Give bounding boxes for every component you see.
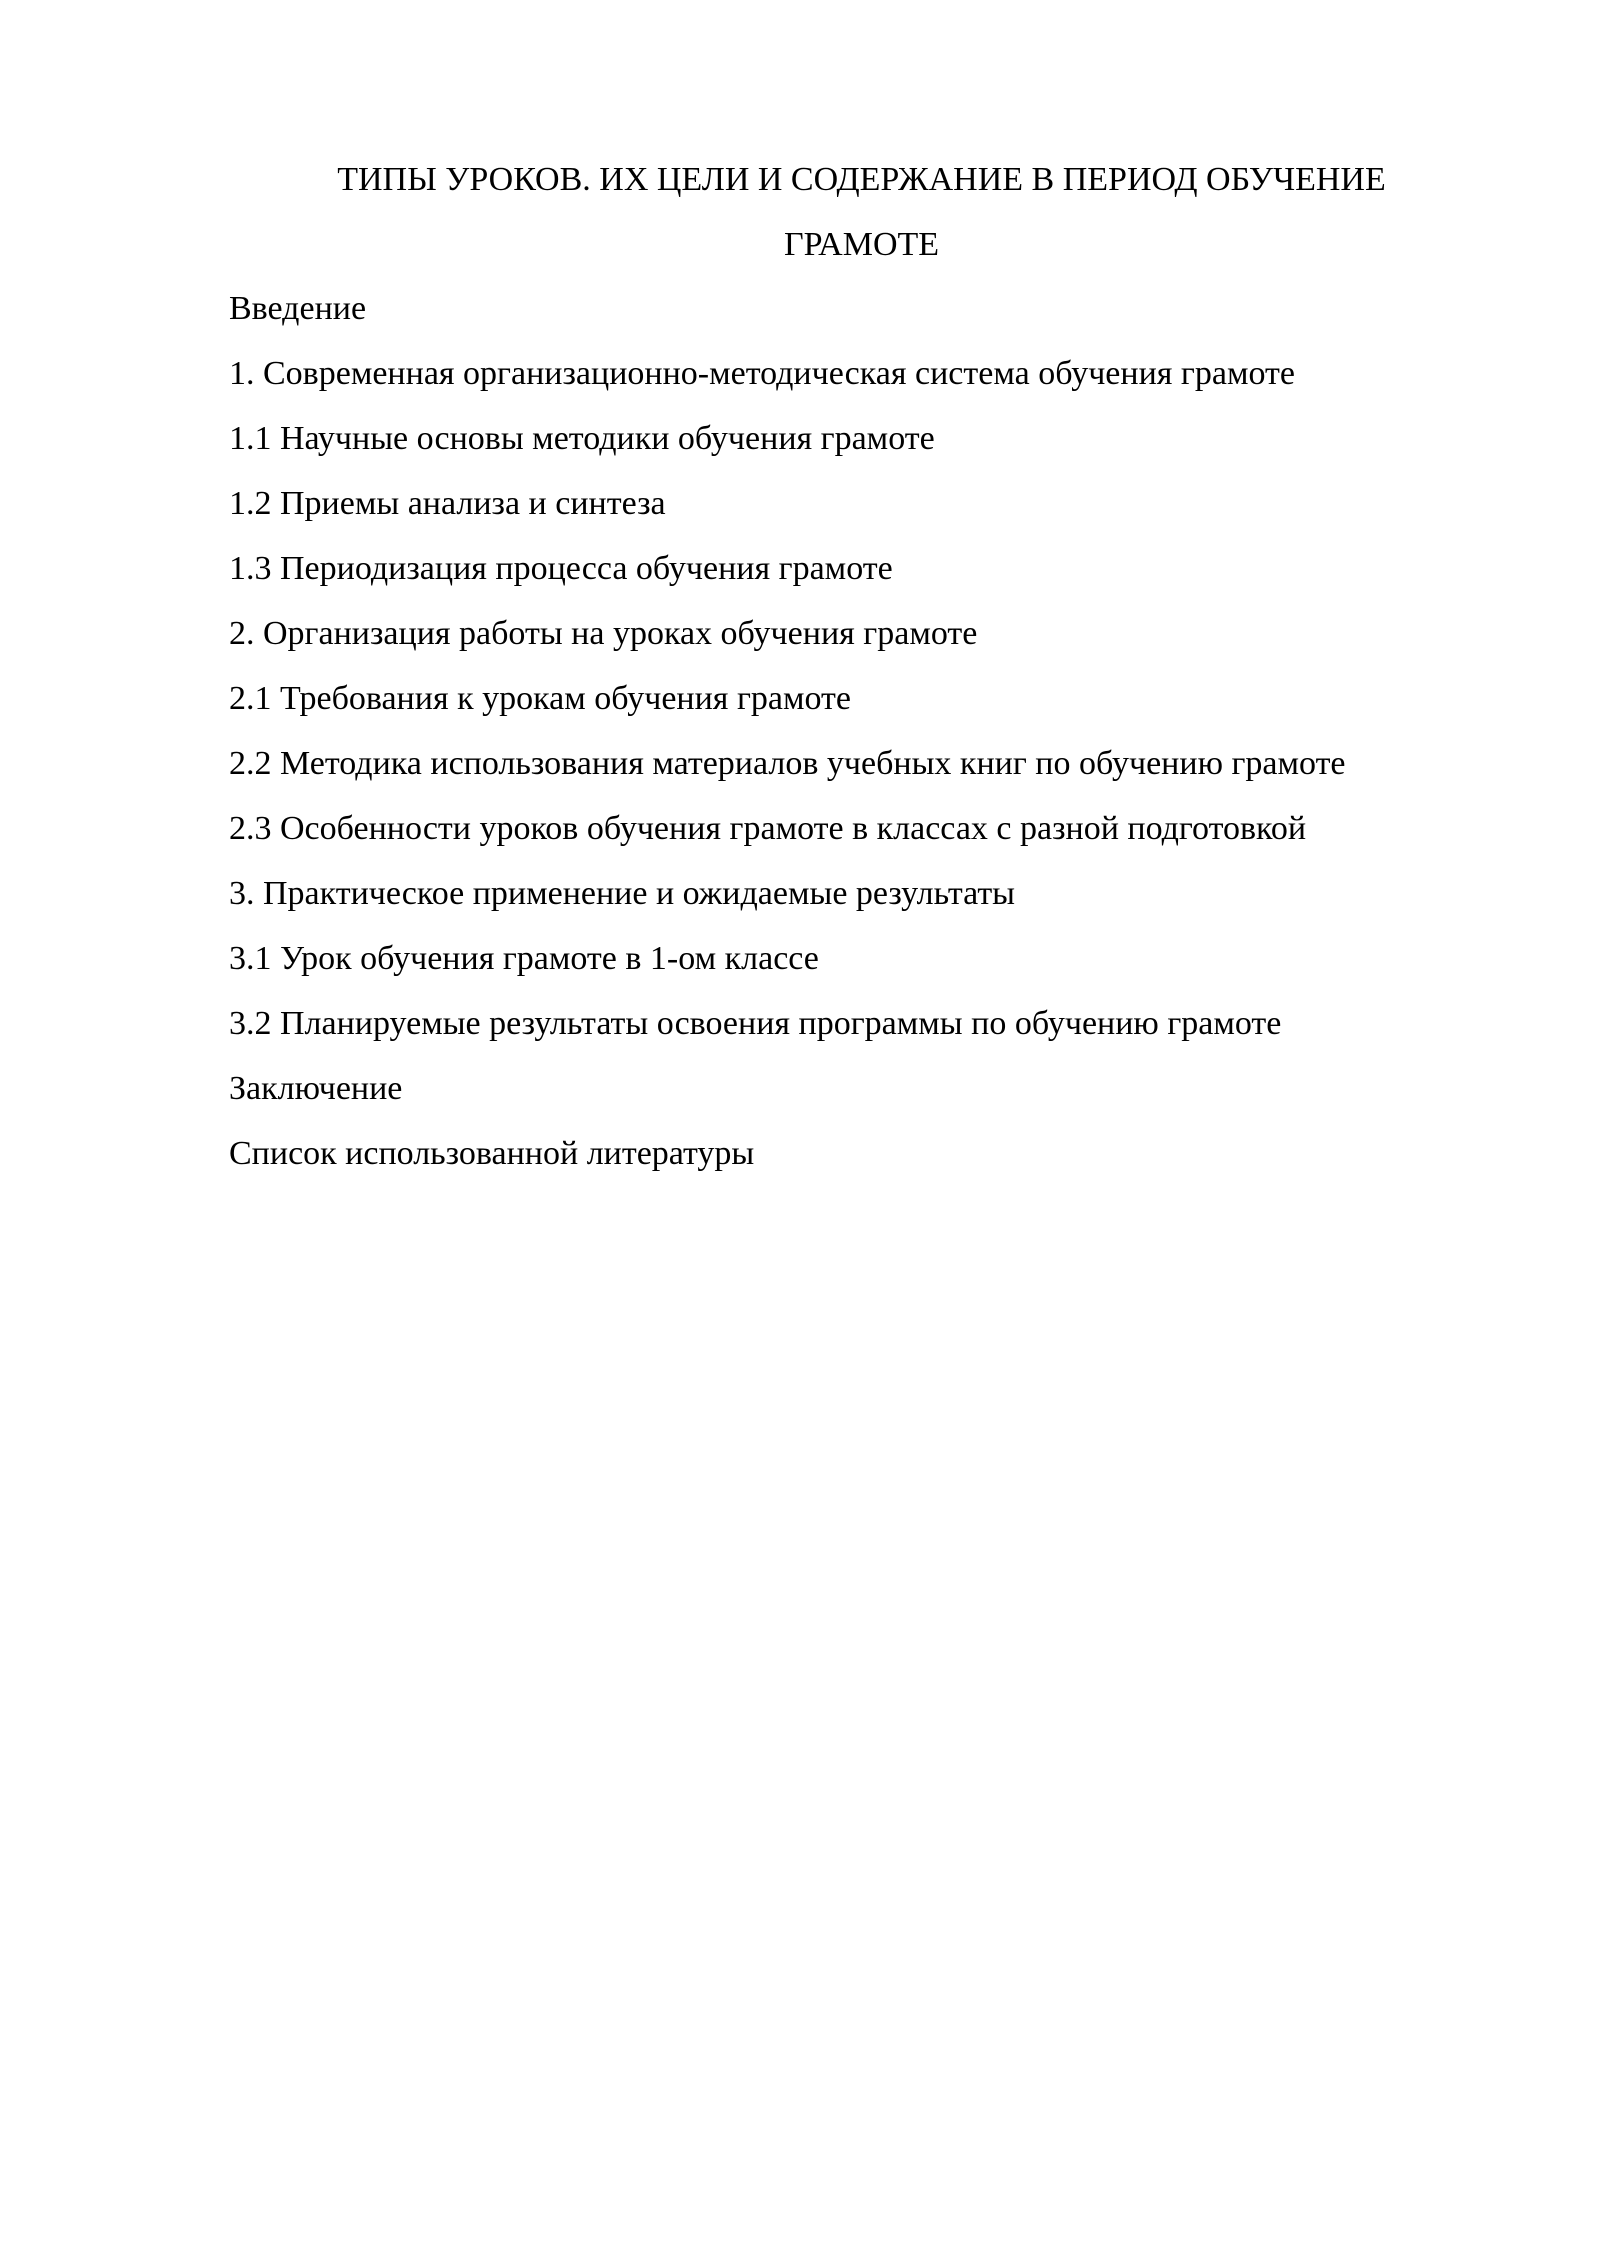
toc-item-chapter-1: 1. Современная организационно-методическая система обучения грамоте <box>229 355 1295 392</box>
toc-item-section-3-2: 3.2 Планируемые результаты освоения программы по обучению грамоте <box>229 1005 1282 1042</box>
toc-item-introduction: Введение <box>229 290 367 327</box>
table-of-contents <box>229 276 1529 1186</box>
document-title <box>229 147 1494 277</box>
toc-item-section-3-1: 3.1 Урок обучения грамоте в 1-ом классе <box>229 940 819 977</box>
toc-item-chapter-2: 2. Организация работы на уроках обучения грамоте <box>229 615 978 652</box>
toc-item-section-1-2: 1.2 Приемы анализа и синтеза <box>229 485 666 522</box>
toc-item-section-2-2: 2.2 Методика использования материалов учебных книг по обучению грамоте <box>229 745 1346 782</box>
toc-item-section-2-1: 2.1 Требования к урокам обучения грамоте <box>229 680 851 717</box>
document-title-line-1: ТИПЫ УРОКОВ. ИХ ЦЕЛИ И СОДЕРЖАНИЕ В ПЕРИОД ОБУЧЕНИЕ <box>337 161 1386 198</box>
toc-item-section-1-1: 1.1 Научные основы методики обучения грамоте <box>229 420 935 457</box>
toc-item-section-1-3: 1.3 Периодизация процесса обучения грамоте <box>229 550 893 587</box>
toc-item-conclusion: Заключение <box>229 1070 403 1107</box>
toc-item-chapter-3: 3. Практическое применение и ожидаемые результаты <box>229 875 1016 912</box>
toc-item-references: Список использованной литературы <box>229 1135 755 1172</box>
document-title-line-2: ГРАМОТЕ <box>783 226 940 263</box>
toc-item-section-2-3: 2.3 Особенности уроков обучения грамоте в классах с разной подготовкой <box>229 810 1307 847</box>
